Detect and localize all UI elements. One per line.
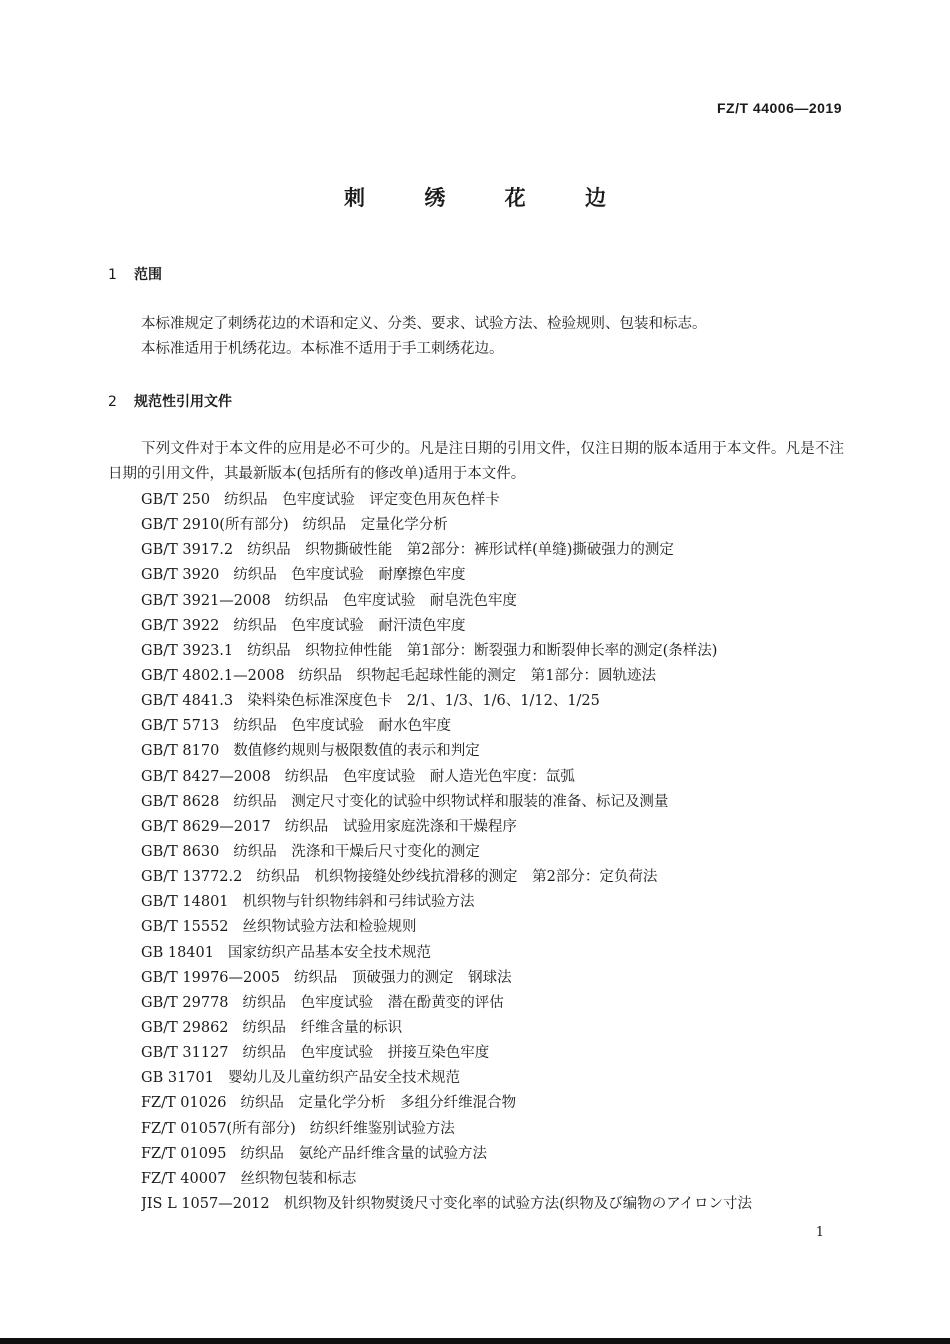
reference-title: 纺织品 机织物接缝处纱线抗滑移的测定 第2部分：定负荷法	[256, 869, 658, 886]
reference-title: 纺织品 色牢度试验 耐水色牢度	[233, 718, 452, 735]
reference-list	[141, 488, 851, 1217]
reference-title: 染料染色标准深度色卡 2/1、1/3、1/6、1/12、1/25	[247, 693, 600, 710]
reference-title: 纺织品 色牢度试验 耐汗渍色牢度	[233, 617, 466, 634]
reference-item	[141, 614, 851, 639]
reference-code: GB/T 2910(所有部分)	[141, 517, 289, 534]
reference-item	[141, 1142, 851, 1167]
reference-item	[141, 1192, 851, 1217]
reference-title: 纺织品 色牢度试验 耐皂洗色牢度	[284, 592, 517, 609]
reference-code: GB/T 3922	[141, 617, 220, 634]
reference-code: GB/T 5713	[141, 718, 220, 735]
reference-item	[141, 865, 851, 890]
reference-title: 纺织品 色牢度试验 拼接互染色牢度	[242, 1045, 490, 1062]
reference-item	[141, 664, 851, 689]
bottom-rule	[0, 1338, 950, 1344]
reference-title: 纺织品 色牢度试验 耐摩擦色牢度	[233, 567, 466, 584]
reference-title: 婴幼儿及儿童纺织产品安全技术规范	[227, 1070, 460, 1087]
reference-code: GB/T 3920	[141, 567, 220, 584]
reference-title: 纺织品 定量化学分析	[302, 517, 448, 534]
reference-item	[141, 890, 851, 915]
reference-title: 纺织品 色牢度试验 潜在酚黄变的评估	[242, 994, 504, 1011]
reference-code: GB/T 13772.2	[141, 869, 243, 886]
reference-title: 纺织品 织物拉伸性能 第1部分：断裂强力和断裂伸长率的测定(条样法)	[247, 642, 718, 659]
reference-item	[141, 1016, 851, 1041]
reference-title: 纺织品 定量化学分析 多组分纤维混合物	[240, 1095, 517, 1112]
reference-code: FZ/T 01057(所有部分)	[141, 1120, 296, 1137]
reference-code: GB/T 29778	[141, 994, 229, 1011]
reference-code: GB/T 8628	[141, 793, 220, 810]
reference-code: JIS L 1057—2012	[141, 1195, 270, 1212]
reference-item	[141, 739, 851, 764]
reference-item	[141, 815, 851, 840]
reference-item	[141, 941, 851, 966]
reference-code: GB 31701	[141, 1070, 214, 1087]
reference-title: 数值修约规则与极限数值的表示和判定	[233, 743, 480, 760]
reference-item	[141, 513, 851, 538]
reference-item	[141, 538, 851, 563]
page-number: 1	[815, 1225, 824, 1240]
reference-code: GB/T 8170	[141, 743, 220, 760]
reference-code: GB/T 250	[141, 492, 211, 508]
reference-code: FZ/T 01095	[141, 1145, 227, 1162]
reference-item	[141, 966, 851, 991]
reference-title: 纺织品 织物撕破性能 第2部分：裤形试样(单缝)撕破强力的测定	[247, 542, 674, 559]
reference-code: FZ/T 40007	[141, 1170, 227, 1187]
reference-item	[141, 1041, 851, 1066]
reference-title: 纺织品 洗涤和干燥后尺寸变化的测定	[233, 843, 480, 860]
reference-item	[141, 991, 851, 1016]
reference-title: 国家纺织产品基本安全技术规范	[227, 944, 431, 961]
section-number: 2	[108, 394, 117, 410]
reference-title: 纺织品 纤维含量的标识	[242, 1019, 403, 1036]
reference-code: GB/T 8629—2017	[141, 818, 271, 835]
reference-item	[141, 765, 851, 790]
reference-code: GB/T 4841.3	[141, 693, 234, 710]
reference-item	[141, 639, 851, 664]
section-number: 1	[108, 267, 117, 283]
reference-title: 纺织品 测定尺寸变化的试验中织物试样和服装的准备、标记及测量	[233, 793, 669, 810]
document-code: FZ/T 44006—2019	[716, 100, 842, 116]
reference-item	[141, 589, 851, 614]
reference-title: 丝织物试验方法和检验规则	[242, 919, 417, 936]
reference-code: GB 18401	[141, 944, 214, 961]
reference-code: FZ/T 01026	[141, 1095, 227, 1112]
reference-item	[141, 840, 851, 865]
reference-code: GB/T 29862	[141, 1019, 229, 1036]
reference-code: GB/T 3917.2	[141, 542, 234, 559]
reference-item	[141, 915, 851, 940]
reference-code: GB/T 8630	[141, 843, 220, 860]
document-title: 刺 绣 花 边	[344, 186, 632, 210]
reference-item	[141, 689, 851, 714]
reference-title: 机织物及针织物熨烫尺寸变化率的试验方法(织物及び编物のアイロン寸法	[283, 1195, 752, 1212]
reference-item	[141, 790, 851, 815]
reference-title: 纺织品 顶破强力的测定 钢球法	[293, 969, 512, 986]
reference-item	[141, 563, 851, 588]
section-title: 范围	[134, 267, 162, 283]
reference-code: GB/T 3923.1	[141, 642, 234, 659]
reference-title: 纺织品 试验用家庭洗涤和干燥程序	[284, 818, 517, 835]
reference-item	[141, 1091, 851, 1116]
reference-code: GB/T 31127	[141, 1045, 229, 1062]
section-title: 规范性引用文件	[134, 394, 232, 410]
reference-title: 纺织品 氨纶产品纤维含量的试验方法	[240, 1145, 488, 1162]
scope-paragraph-1: 本标准规定了刺绣花边的术语和定义、分类、要求、试验方法、检验规则、包装和标志。	[141, 316, 707, 332]
reference-code: GB/T 8427—2008	[141, 768, 271, 785]
reference-code: GB/T 19976—2005	[141, 969, 280, 986]
section-heading-scope	[108, 264, 162, 284]
references-intro: 下列文件对于本文件的应用是必不可少的。凡是注日期的引用文件，仅注日期的版本适用于本文件。凡是不注日期的引用文件，其最新版本(包括所有的修改单)适用于本文件。	[108, 441, 844, 482]
scope-paragraph-2: 本标准适用于机绣花边。本标准不适用于手工刺绣花边。	[141, 341, 504, 357]
reference-item	[141, 488, 851, 513]
reference-title: 纺织品 织物起毛起球性能的测定 第1部分：圆轨迹法	[298, 667, 656, 684]
reference-item	[141, 1167, 851, 1192]
reference-title: 纺织品 色牢度试验 评定变色用灰色样卡	[224, 492, 500, 508]
reference-code: GB/T 3921—2008	[141, 592, 271, 609]
reference-title: 纺织纤维鉴别试验方法	[309, 1120, 455, 1137]
reference-item	[141, 714, 851, 739]
reference-code: GB/T 14801	[141, 894, 229, 911]
reference-title: 丝织物包装和标志	[240, 1170, 357, 1187]
reference-code: GB/T 15552	[141, 919, 229, 936]
reference-title: 机织物与针织物纬斜和弓纬试验方法	[242, 894, 475, 911]
reference-item	[141, 1117, 851, 1142]
reference-item	[141, 1066, 851, 1091]
section-heading-references	[108, 391, 232, 411]
reference-code: GB/T 4802.1—2008	[141, 667, 285, 684]
reference-title: 纺织品 色牢度试验 耐人造光色牢度：氙弧	[284, 768, 575, 785]
